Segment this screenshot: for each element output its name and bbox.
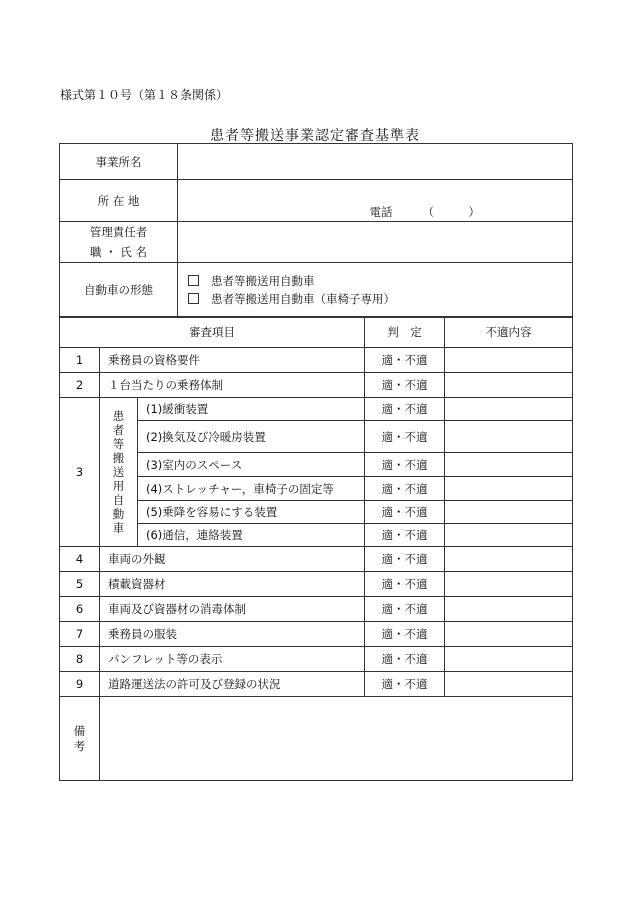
remarks-row <box>60 697 573 781</box>
group-char: 患 <box>112 409 125 423</box>
judgement-cell[interactable]: 適・不適 <box>365 547 445 572</box>
subitem: (6)通信，連絡装置 <box>138 524 365 547</box>
manager-label <box>60 222 178 263</box>
reason-cell[interactable] <box>445 647 573 672</box>
group-char: 等 <box>112 437 125 451</box>
manager-label-line2: 職 ・ 氏 名 <box>90 245 147 259</box>
row-number: 2 <box>60 373 100 398</box>
checkbox-icon[interactable] <box>188 293 199 304</box>
reason-cell[interactable] <box>445 373 573 398</box>
row-number: 9 <box>60 672 100 697</box>
subitem: (5)乗降を容易にする装置 <box>138 501 365 524</box>
judgement-cell[interactable]: 適・不適 <box>365 622 445 647</box>
table-row <box>60 647 573 672</box>
subitem: (4)ストレッチャー，車椅子の固定等 <box>138 477 365 501</box>
reason-cell[interactable] <box>445 477 573 501</box>
address-field[interactable] <box>178 180 573 222</box>
header-item: 審査項目 <box>60 317 365 348</box>
office-name-field[interactable] <box>178 144 573 180</box>
vehicle-group-label <box>100 398 138 547</box>
vehicle-option-label: 患者等搬送用自動車（車椅子専用） <box>211 292 395 306</box>
judgement-cell[interactable]: 適・不適 <box>365 501 445 524</box>
row-item: １台当たりの乗務体制 <box>100 373 365 398</box>
table-row <box>60 398 573 421</box>
row-number: 3 <box>60 398 100 547</box>
group-char: 搬 <box>112 451 125 465</box>
table-row <box>60 348 573 373</box>
group-char: 動 <box>112 507 125 521</box>
group-char: 送 <box>112 465 125 479</box>
header-judgement: 判 定 <box>365 317 445 348</box>
remarks-field[interactable] <box>100 697 573 781</box>
reason-cell[interactable] <box>445 501 573 524</box>
row-item: 車両及び資器材の消毒体制 <box>100 597 365 622</box>
phone-label: 電話 <box>369 204 393 219</box>
group-char: 者 <box>112 423 125 437</box>
table-row <box>60 572 573 597</box>
reason-cell[interactable] <box>445 597 573 622</box>
row-item: 乗務員の服装 <box>100 622 365 647</box>
reason-cell[interactable] <box>445 398 573 421</box>
phone-parens: （ ） <box>422 204 480 219</box>
judgement-cell[interactable]: 適・不適 <box>365 672 445 697</box>
reason-cell[interactable] <box>445 348 573 373</box>
judgement-cell[interactable]: 適・不適 <box>365 348 445 373</box>
row-number: 8 <box>60 647 100 672</box>
vehicle-option-label: 患者等搬送用自動車 <box>211 274 315 288</box>
judgement-cell[interactable]: 適・不適 <box>365 398 445 421</box>
vehicle-option-wheelchair[interactable] <box>178 290 572 308</box>
checkbox-icon[interactable] <box>188 275 199 286</box>
row-number: 7 <box>60 622 100 647</box>
reason-cell[interactable] <box>445 421 573 453</box>
criteria-table <box>59 316 573 781</box>
table-row <box>60 672 573 697</box>
reason-cell[interactable] <box>445 453 573 477</box>
document-title: 患者等搬送事業認定審査基準表 <box>210 128 420 144</box>
vehicle-type-label: 自動車の形態 <box>60 263 178 318</box>
row-number: 4 <box>60 547 100 572</box>
office-name-label: 事業所名 <box>60 144 178 180</box>
subitem: (2)換気及び冷暖房装置 <box>138 421 365 453</box>
row-item: 乗務員の資格要件 <box>100 348 365 373</box>
row-item: パンフレット等の表示 <box>100 647 365 672</box>
reason-cell[interactable] <box>445 672 573 697</box>
vehicle-type-options <box>178 263 573 318</box>
judgement-cell[interactable]: 適・不適 <box>365 421 445 453</box>
header-reason: 不適内容 <box>445 317 573 348</box>
address-label: 所 在 地 <box>60 180 178 222</box>
table-row <box>60 547 573 572</box>
judgement-cell[interactable]: 適・不適 <box>365 373 445 398</box>
remarks-char: 考 <box>73 738 86 753</box>
manager-field[interactable] <box>178 222 573 263</box>
table-row <box>60 622 573 647</box>
row-item: 車両の外観 <box>100 547 365 572</box>
row-item: 積載資器材 <box>100 572 365 597</box>
judgement-cell[interactable]: 適・不適 <box>365 524 445 547</box>
applicant-info-table <box>59 143 573 318</box>
judgement-cell[interactable]: 適・不適 <box>365 572 445 597</box>
row-number: 1 <box>60 348 100 373</box>
reason-cell[interactable] <box>445 622 573 647</box>
remarks-char: 備 <box>73 723 86 738</box>
reason-cell[interactable] <box>445 572 573 597</box>
table-row <box>60 597 573 622</box>
reason-cell[interactable] <box>445 524 573 547</box>
vehicle-option-standard[interactable] <box>178 272 572 290</box>
row-number: 5 <box>60 572 100 597</box>
reason-cell[interactable] <box>445 547 573 572</box>
judgement-cell[interactable]: 適・不適 <box>365 647 445 672</box>
row-number: 6 <box>60 597 100 622</box>
row-item: 道路運送法の許可及び登録の状況 <box>100 672 365 697</box>
judgement-cell[interactable]: 適・不適 <box>365 477 445 501</box>
table-row <box>60 373 573 398</box>
group-char: 自 <box>112 493 125 507</box>
form-number: 様式第１０号（第１８条関係） <box>60 88 229 102</box>
group-char: 車 <box>112 521 125 535</box>
subitem: (3)室内のスペース <box>138 453 365 477</box>
remarks-label <box>60 697 100 781</box>
judgement-cell[interactable]: 適・不適 <box>365 453 445 477</box>
group-char: 用 <box>112 479 125 493</box>
subitem: (1)緩衝装置 <box>138 398 365 421</box>
manager-label-line1: 管理責任者 <box>89 225 148 239</box>
judgement-cell[interactable]: 適・不適 <box>365 597 445 622</box>
